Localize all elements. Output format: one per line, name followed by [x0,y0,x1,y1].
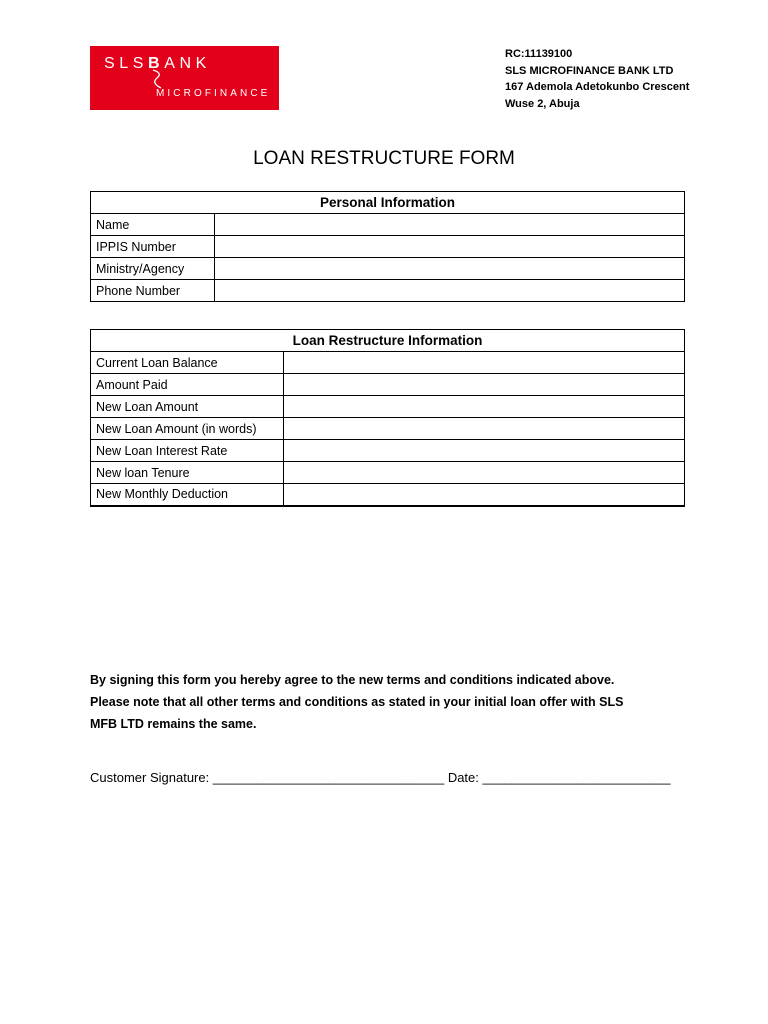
table-row [91,484,685,506]
loan-restructure-information-table [90,329,685,507]
field-label: New Loan Interest Rate [91,440,284,462]
new-loan-amount-field[interactable] [284,396,685,418]
ministry-agency-field[interactable] [215,258,685,280]
field-label: Name [91,214,215,236]
bank-name: SLS MICROFINANCE BANK LTD [505,64,674,77]
new-loan-amount-words-field[interactable] [284,418,685,440]
phone-number-field[interactable] [215,280,685,302]
table-row [91,352,685,374]
agreement-line: MFB LTD remains the same. [90,717,257,731]
bank-logo [90,46,279,110]
logo-swoosh-icon [150,69,164,89]
table-row [91,418,685,440]
field-label: Amount Paid [91,374,284,396]
field-label: Ministry/Agency [91,258,215,280]
field-label: New Monthly Deduction [91,484,284,506]
new-monthly-deduction-field[interactable] [284,484,685,506]
agreement-line: Please note that all other terms and conditions as stated in your initial loan offer with SLS [90,695,624,709]
personal-information-table [90,191,685,302]
table-row [91,214,685,236]
personal-information-heading: Personal Information [91,192,685,214]
signature-line [90,770,670,785]
field-label: Phone Number [91,280,215,302]
logo-subtitle: MICROFINANCE [156,88,271,99]
field-label: New Loan Amount [91,396,284,418]
name-field[interactable] [215,214,685,236]
table-row [91,280,685,302]
table-row [91,374,685,396]
logo-wordmark: SLSBANK [104,55,211,72]
new-loan-tenure-field[interactable] [284,462,685,484]
amount-paid-field[interactable] [284,374,685,396]
current-loan-balance-field[interactable] [284,352,685,374]
table-row [91,462,685,484]
customer-signature-label: Customer Signature: [90,770,213,785]
table-row [91,396,685,418]
date-label: Date: [444,770,483,785]
rc-number: RC:11139100 [505,48,573,60]
customer-signature-field[interactable]: ________________________________ [212,770,445,785]
table-row [91,258,685,280]
field-label: IPPIS Number [91,236,215,258]
city-address: Wuse 2, Abuja [505,97,580,110]
table-row [91,236,685,258]
table-row [91,440,685,462]
loan-restructure-heading: Loan Restructure Information [91,330,685,352]
form-title: LOAN RESTRUCTURE FORM [253,148,515,169]
ippis-number-field[interactable] [215,236,685,258]
agreement-text [90,669,680,735]
field-label: New loan Tenure [91,462,284,484]
bank-address [505,46,689,112]
field-label: Current Loan Balance [91,352,284,374]
date-field[interactable]: __________________________ [482,770,671,785]
new-loan-interest-rate-field[interactable] [284,440,685,462]
agreement-line: By signing this form you hereby agree to the new terms and conditions indicated above. [90,673,615,687]
field-label: New Loan Amount (in words) [91,418,284,440]
street-address: 167 Ademola Adetokunbo Crescent [505,81,690,93]
